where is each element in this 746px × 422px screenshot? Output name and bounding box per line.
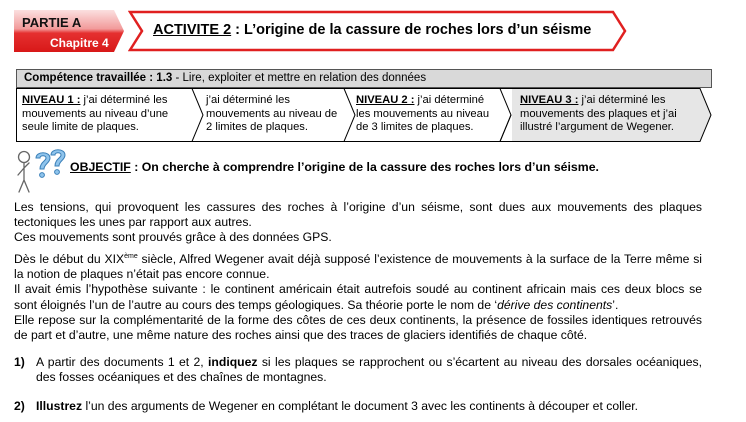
objectif-label: OBJECTIF [70,160,131,174]
question-1 [36,355,702,385]
wegener-theory-name: dérive des continents [497,297,613,312]
question-1-text-b: si les plaques se rapprochent ou s’écartent au niveau des dorsales océaniques, des fosses océaniques et des chaînes de montagnes. [36,355,702,385]
question-1-text-a: A partir des documents 1 et 2, [36,355,209,369]
level-2-title: NIVEAU 2 : [356,94,415,106]
question-2 [36,399,702,414]
competence-bar [16,69,712,88]
objectif-line [70,160,599,174]
wegener-text-3: Elle repose sur la complémentarité de la forme des côtes de ces deux continents, la présence de fossiles identiques retrouvés de part et d’autre, une même nature des roches ainsi que des traces de glaciers identifiés de chaque côté. [14,312,702,343]
wegener-text-2b: ’. [612,297,619,312]
question-2-verb: Illustrez [36,399,83,413]
intro-text-1: Les tensions, qui provoquent les cassures des roches à l’origine d’un séisme, sont dues aux mouvements des plaques tectoniques les unes par rapport aux autres. [14,200,702,230]
wegener-text-1a: Dès le début du XIX [14,252,125,266]
competence-label: Compétence travaillée : 1.3 [24,72,173,84]
level-1 [16,88,194,142]
wegener-sup: ème [124,252,138,260]
level-1-plus [200,88,348,142]
intro-paragraph [14,200,702,246]
question-1-verb: indiquez [208,355,258,369]
partie-label: PARTIE A [22,15,82,30]
question-2-number: 2) [14,399,25,413]
level-3-title: NIVEAU 3 : [520,94,579,106]
partie-badge [14,10,124,52]
level-3 [514,88,704,142]
activity-title-text: : L’origine de la cassure de roches lors d’un séisme [231,22,592,38]
chapitre-label: Chapitre 4 [50,36,109,50]
level-3-text: j’ai déterminé les mouvements des plaques et j’ai illustré l’argument de Wegener. [520,94,677,133]
competence-text: - Lire, exploiter et mettre en relation des données [172,72,427,84]
question-2-text-b: l’un des arguments de Wegener en complétant le document 3 avec les continents à découper et coller. [82,399,639,413]
objectif-text: : On cherche à comprendre l’origine de la cassure des roches lors d’un séisme. [130,160,599,174]
wegener-text-2 [14,282,702,312]
level-2-text: j’ai déterminé les mouvements au niveau de 3 limites de plaques. [356,94,490,133]
activity-label: ACTIVITE 2 [153,22,232,38]
levels-row [16,88,712,142]
activity-title-box [128,10,628,52]
intro-text-2: Ces mouvements sont prouvés grâce à des données GPS. [14,230,332,245]
wegener-text-1 [14,252,702,282]
question-1-number: 1) [14,355,25,369]
level-1-text: j’ai déterminé les mouvements au niveau d’une seule limite de plaques. [22,94,169,133]
wegener-text-2a: Il avait émis l’hypothèse suivante : le continent américain était autrefois soudé au continent africain mais ces deux blocs se sont éloignés l’un de l’autre au cours des temps géologiques. Sa théorie porte le nom de ‘ [14,282,702,312]
activity-title [153,22,591,38]
level-1-plus-text: j’ai déterminé les mouvements au niveau de 2 limites de plaques. [206,94,338,133]
thinking-figure-icon [14,148,68,196]
level-1-title: NIVEAU 1 : [22,94,81,106]
wegener-text-1b: siècle, Alfred Wegener avait déjà supposé l’existence de mouvements à la surface de la Terre même si la notion de plaques n’était pas encore connue. [14,252,703,282]
level-2 [350,88,504,142]
wegener-paragraph [14,252,702,343]
